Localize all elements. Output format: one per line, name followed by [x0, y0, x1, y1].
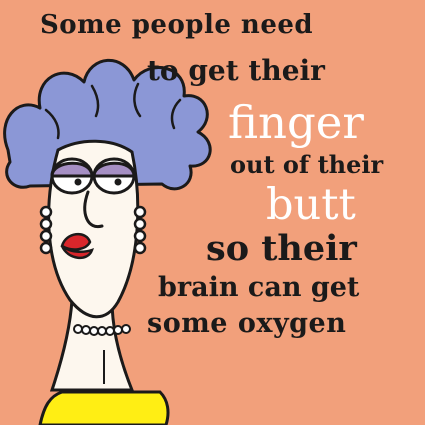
caption-line-5: butt: [266, 180, 356, 230]
yellow-shirt: [40, 392, 168, 425]
caption-line-6: so their: [206, 228, 357, 269]
caption-line-2: to get their: [147, 54, 325, 87]
caption-line-3: finger: [228, 96, 364, 149]
caption-line-8: some oxygen: [147, 308, 347, 339]
caption-line-4: out of their: [230, 150, 384, 179]
lips: [62, 234, 92, 258]
caption-line-7: brain can get: [158, 272, 360, 303]
caption-line-1: Some people need: [40, 10, 314, 40]
